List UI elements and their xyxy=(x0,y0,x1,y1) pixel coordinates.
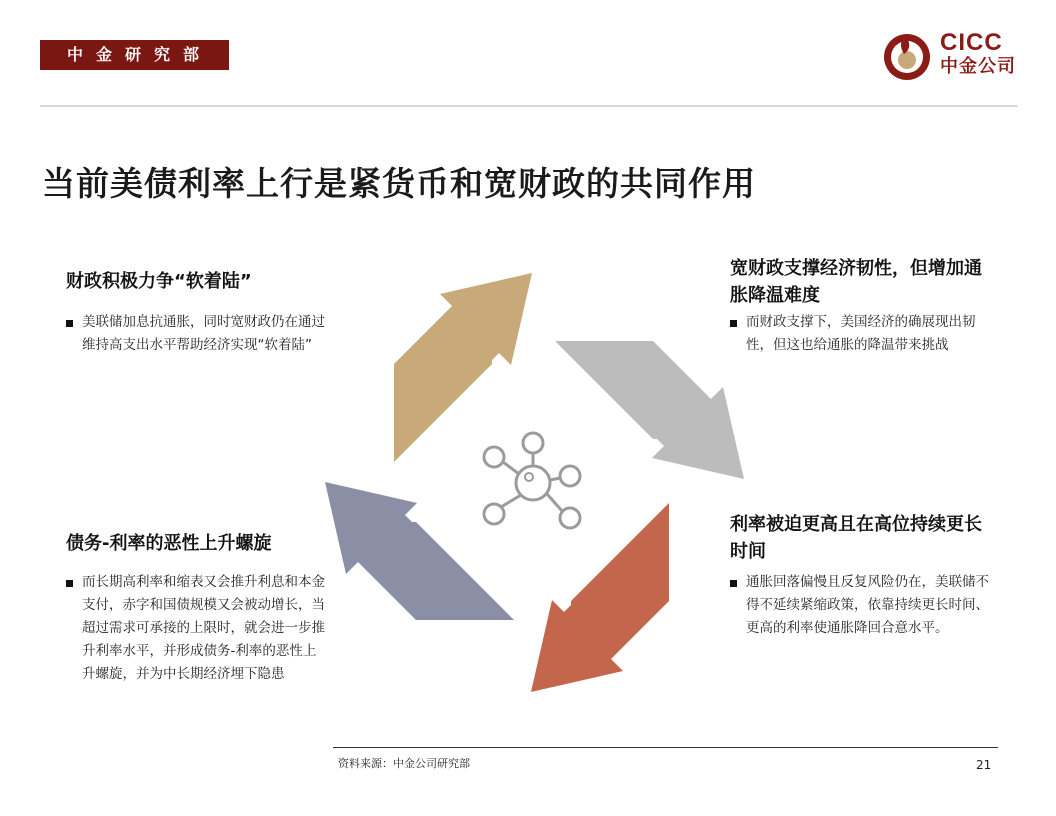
block-top-right-text: 而财政支撑下，美国经济的确展现出韧性，但这也给通胀的降温带来挑战 xyxy=(746,314,976,353)
logo-text-en: CICC xyxy=(940,29,1003,56)
cicc-logo xyxy=(882,28,1022,84)
block-bottom-left-bullet xyxy=(66,571,328,686)
footer-divider xyxy=(333,747,998,748)
cycle-diagram xyxy=(318,268,748,696)
block-top-left-heading: 财政积极力争“软着陆” xyxy=(66,271,252,292)
block-top-right-bullet xyxy=(730,311,992,357)
header-divider xyxy=(40,105,1018,107)
block-top-left xyxy=(66,268,328,357)
block-top-right xyxy=(730,255,992,357)
block-top-left-text: 美联储加息抗通胀，同时宽财政仍在通过维持高支出水平帮助经济实现“软着陆” xyxy=(82,314,325,353)
block-bottom-right-text: 通胀回落偏慢且反复风险仍在，美联储不得不延续紧缩政策，依靠持续更长时间、更高的利率使通胀降回合意水平。 xyxy=(746,574,989,636)
source-note: 资料来源：中金公司研究部 xyxy=(338,757,470,770)
page-number: 21 xyxy=(976,758,992,772)
bullet-square-icon xyxy=(66,320,73,327)
block-bottom-left-text: 而长期高利率和缩表又会推升利息和本金支付，赤字和国债规模又会被动增长，当超过需求可承接的上限时，就会进一步推升利率水平，并形成债务-利率的恶性上升螺旋，并为中长期经济埋下隐患 xyxy=(82,574,325,682)
block-bottom-right xyxy=(730,511,992,640)
arrow-left-up xyxy=(325,482,514,620)
logo-text-cn: 中金公司 xyxy=(940,56,1016,77)
block-bottom-right-bullet xyxy=(730,571,992,640)
slide-title: 当前美债利率上行是紧货币和宽财政的共同作用 xyxy=(42,164,756,203)
block-top-right-heading: 宽财政支撑经济韧性，但增加通胀降温难度 xyxy=(730,258,982,306)
block-bottom-left-heading: 债务-利率的恶性上升螺旋 xyxy=(66,533,272,554)
block-bottom-right-heading: 利率被迫更高且在高位持续更长时间 xyxy=(730,514,982,562)
molecule-network-icon xyxy=(484,433,580,528)
block-top-left-bullet xyxy=(66,311,328,357)
section-tag: 中金研究部 xyxy=(40,40,229,70)
arrow-down-left xyxy=(531,503,669,692)
arrow-right-down xyxy=(555,341,744,479)
arrow-up xyxy=(394,273,532,462)
bullet-square-icon xyxy=(66,580,73,587)
cicc-logo-mark-icon xyxy=(882,32,932,82)
block-bottom-left xyxy=(66,530,328,686)
